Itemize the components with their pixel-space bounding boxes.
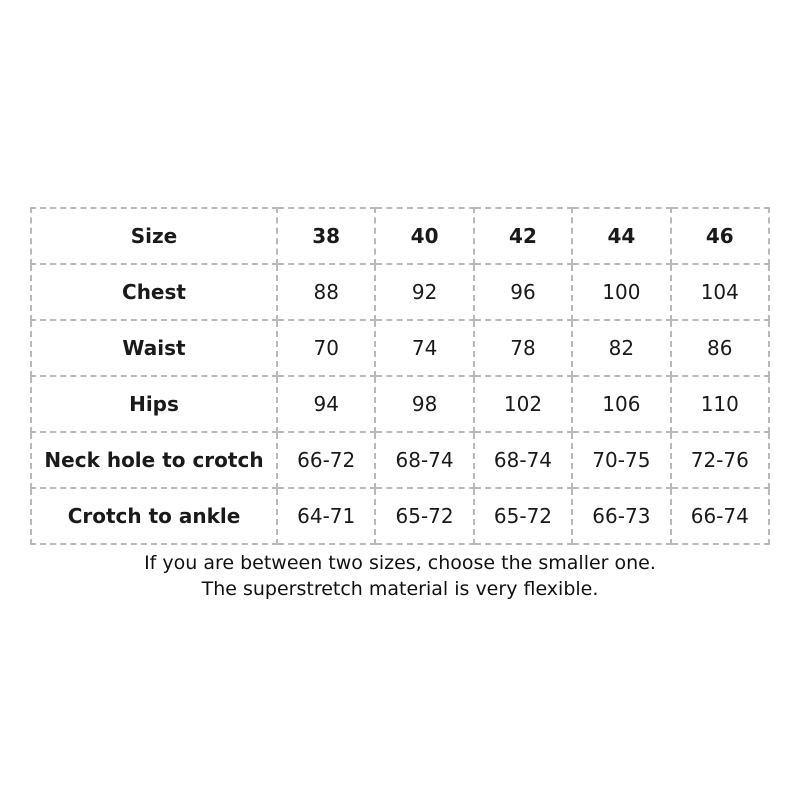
table-row-chest (31, 264, 769, 320)
size-column-header: 42 (474, 208, 572, 264)
row-label: Neck hole to crotch (31, 432, 277, 488)
size-header-cell: Size (31, 208, 277, 264)
row-label: Waist (31, 320, 277, 376)
measurement-cell: 66-73 (572, 488, 670, 544)
footer-note-line-2: The superstretch material is very flexible. (201, 578, 599, 600)
row-label: Hips (31, 376, 277, 432)
measurement-cell: 68-74 (474, 432, 572, 488)
measurement-cell: 70 (277, 320, 375, 376)
size-chart-table (30, 207, 770, 545)
measurement-cell: 68-74 (375, 432, 473, 488)
measurement-cell: 66-74 (671, 488, 769, 544)
size-column-header: 44 (572, 208, 670, 264)
row-label: Crotch to ankle (31, 488, 277, 544)
measurement-cell: 64-71 (277, 488, 375, 544)
table-row-hips (31, 376, 769, 432)
measurement-cell: 65-72 (474, 488, 572, 544)
measurement-cell: 92 (375, 264, 473, 320)
row-label: Chest (31, 264, 277, 320)
measurement-cell: 100 (572, 264, 670, 320)
measurement-cell: 74 (375, 320, 473, 376)
footer-note (0, 550, 800, 602)
measurement-cell: 102 (474, 376, 572, 432)
measurement-cell: 96 (474, 264, 572, 320)
size-column-header: 38 (277, 208, 375, 264)
table-row-crotch-to-ankle (31, 488, 769, 544)
measurement-cell: 86 (671, 320, 769, 376)
measurement-cell: 98 (375, 376, 473, 432)
measurement-cell: 88 (277, 264, 375, 320)
measurement-cell: 104 (671, 264, 769, 320)
size-column-header: 40 (375, 208, 473, 264)
table-header-row (31, 208, 769, 264)
measurement-cell: 82 (572, 320, 670, 376)
measurement-cell: 94 (277, 376, 375, 432)
measurement-cell: 106 (572, 376, 670, 432)
table-row-neck-hole-to-crotch (31, 432, 769, 488)
size-column-header: 46 (671, 208, 769, 264)
measurement-cell: 72-76 (671, 432, 769, 488)
measurement-cell: 65-72 (375, 488, 473, 544)
footer-note-line-1: If you are between two sizes, choose the smaller one. (144, 552, 656, 574)
measurement-cell: 66-72 (277, 432, 375, 488)
measurement-cell: 78 (474, 320, 572, 376)
measurement-cell: 70-75 (572, 432, 670, 488)
measurement-cell: 110 (671, 376, 769, 432)
table-row-waist (31, 320, 769, 376)
